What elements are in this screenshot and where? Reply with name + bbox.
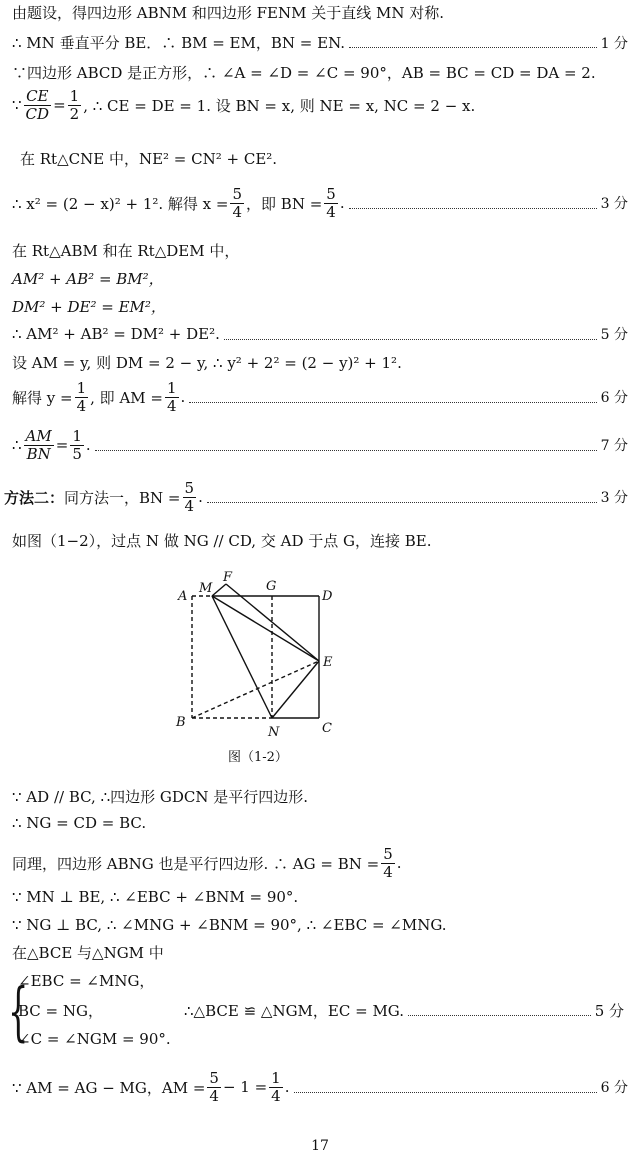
dot-leader xyxy=(349,208,597,209)
score-label: 3 分 xyxy=(600,490,628,506)
fraction: $\frac{1}{4}$ xyxy=(271,1069,281,1105)
line-6: ∴ x² = (2 − x)² + 1². 解得 x = $\frac{5}{4}$ ，即 BN = $\frac{5}{4}$ . 3 分 xyxy=(12,185,628,221)
fraction: $\frac{CE}{CD}$ xyxy=(25,87,50,123)
congruence-system xyxy=(8,968,628,1058)
dot-leader xyxy=(349,47,597,48)
line-14: 方法二： 同方法一，BN = $\frac{5}{4}$ . 3 分 xyxy=(4,479,628,515)
score-label: 6 分 xyxy=(600,1080,628,1096)
line-19: ∵ MN ⊥ BE, ∴ ∠EBC + ∠BNM = 90°. xyxy=(12,888,299,906)
line-11: 设 AM = y, 则 DM = 2 − y, ∴ y² + 2² = (2 − y)² + 1². xyxy=(12,354,402,372)
score-label: 5 分 xyxy=(600,327,628,343)
point-label-N: N xyxy=(268,725,280,740)
score-label: 1 分 xyxy=(600,35,628,52)
line-18: 同理，四边形 ABNG 也是平行四边形. ∴ AG = BN = $\frac{5}{4}$ . xyxy=(12,845,402,881)
left-brace: { xyxy=(8,975,29,1049)
condition-1: ∠EBC = ∠MNG， xyxy=(18,972,155,990)
score-label: 5 分 xyxy=(594,1002,624,1020)
point-label-E: E xyxy=(323,655,333,670)
line-13: ∴ $\frac{AM}{BN}$ = $\frac{1}{5}$ . 7 分 xyxy=(12,427,628,463)
congruence-conclusion: ∴△BCE ≌ △NGM，EC = MG. 5 分 xyxy=(184,1002,624,1020)
line-20: ∵ NG ⊥ BC, ∴ ∠MNG + ∠BNM = 90°, ∴ ∠EBC = ∠MNG. xyxy=(12,916,447,934)
dot-leader xyxy=(294,1092,597,1093)
dot-leader xyxy=(189,402,596,403)
figure-caption: 图（1-2） xyxy=(228,750,288,765)
line-16: ∵ AD // BC, ∴四边形 GDCN 是平行四边形. xyxy=(12,788,309,806)
dot-leader xyxy=(207,502,597,503)
point-label-F: F xyxy=(223,570,233,585)
line-7: 在 Rt△ABM 和在 Rt△DEM 中， xyxy=(12,242,240,260)
line-8: AM² + AB² = BM²， xyxy=(12,270,164,288)
condition-3: ∠C = ∠NGM = 90°. xyxy=(18,1030,171,1048)
point-label-B: B xyxy=(176,715,186,730)
fraction: $\frac{1}{4}$ xyxy=(76,379,87,415)
line-3: ∵四边形 ABCD 是正方形，∴ ∠A = ∠D = ∠C = 90°，AB = BC = CD = DA = 2. xyxy=(12,64,596,82)
condition-2: BC = NG， xyxy=(18,1002,103,1020)
fraction: $\frac{1}{5}$ xyxy=(72,427,82,463)
line-17: ∴ NG = CD = BC. xyxy=(12,814,147,832)
fraction: $\frac{1}{4}$ xyxy=(166,379,177,415)
dot-leader xyxy=(408,1015,591,1016)
score-label: 7 分 xyxy=(600,438,628,454)
point-label-D: D xyxy=(322,589,333,604)
line-12: 解得 y = $\frac{1}{4}$ , 即 AM = $\frac{1}{4}$ . 6 分 xyxy=(12,379,628,415)
score-label: 3 分 xyxy=(600,196,628,212)
dot-leader xyxy=(224,339,597,340)
line-21: 在△BCE 与△NGM 中 xyxy=(12,944,164,962)
score-label: 6 分 xyxy=(600,390,628,406)
line-2: ∴ MN 垂直平分 BE．∴ BM = EM，BN = EN. 1 分 xyxy=(12,34,628,52)
fraction: $\frac{5}{4}$ xyxy=(326,185,336,221)
line-10: ∴ AM² + AB² = DM² + DE². 5 分 xyxy=(12,325,628,343)
line-9: DM² + DE² = EM²， xyxy=(12,298,166,316)
point-label-M: M xyxy=(199,581,213,596)
line-23: ∵ AM = AG − MG，AM = $\frac{5}{4}$ − 1 = $\frac{1}{4}$ . 6 分 xyxy=(12,1069,628,1105)
point-label-C: C xyxy=(322,721,332,736)
edge-BE xyxy=(192,661,319,718)
fraction: $\frac{5}{4}$ xyxy=(184,479,195,515)
fraction: $\frac{1}{2}$ xyxy=(69,87,80,123)
geometry-figure xyxy=(172,566,352,766)
fraction: $\frac{5}{4}$ xyxy=(383,845,393,881)
fraction: $\frac{5}{4}$ xyxy=(209,1069,219,1105)
line-4: ∵ $\frac{CE}{CD}$ = $\frac{1}{2}$ , ∴ CE = DE = 1. 设 BN = x, 则 NE = x, NC = 2 − x. xyxy=(12,87,476,123)
fraction: $\frac{5}{4}$ xyxy=(232,185,243,221)
dot-leader xyxy=(95,450,597,451)
line-5: 在 Rt△CNE 中，NE² = CN² + CE². xyxy=(20,150,278,168)
edge-EN xyxy=(272,661,319,718)
line-1: 由题设，得四边形 ABNM 和四边形 FENM 关于直线 MN 对称. xyxy=(12,4,445,22)
method-two-heading: 方法二： xyxy=(4,488,65,507)
fraction: $\frac{AM}{BN}$ xyxy=(25,427,52,463)
point-label-A: A xyxy=(178,589,188,604)
line-15: 如图（1−2），过点 N 做 NG // CD, 交 AD 于点 G，连接 BE. xyxy=(12,532,432,550)
point-label-G: G xyxy=(266,579,277,594)
page-number: 17 xyxy=(311,1138,329,1154)
edge-MF xyxy=(212,584,226,596)
